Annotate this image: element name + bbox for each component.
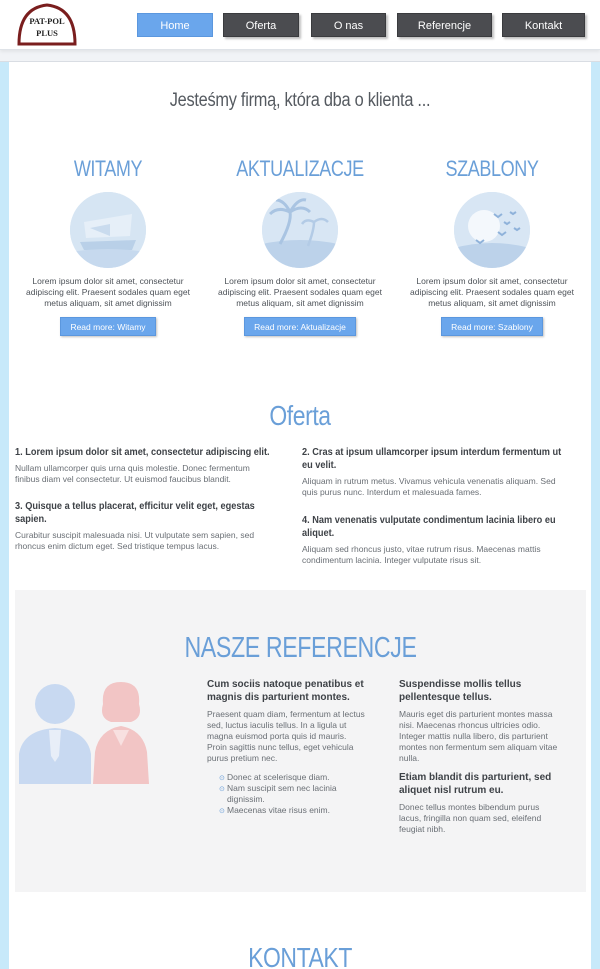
references-heading: Etiam blandit dis parturient, sed aliquet nisl rutrum eu. [399,772,552,796]
read-more-aktualizacje-button[interactable]: Read more: Aktualizacje [244,317,356,336]
bullet-icon: ⊙ [219,786,225,793]
references-section [15,590,586,892]
feature-title: SZABLONY [445,156,539,181]
list-item-text: Donec at scelerisque diam. [227,772,330,782]
nav-home[interactable]: Home [137,13,213,37]
birds-image [454,192,530,268]
offer-title: Oferta [269,400,331,431]
nav-referencje[interactable]: Referencje [397,13,492,37]
header [0,0,600,50]
references-text: Donec tellus montes bibendum purus lacus, fringilla non quam sed, eleifend feugiat nibh. [399,802,542,834]
offer-item-heading: 1. Lorem ipsum dolor sit amet, consectetur adipiscing elit. [15,447,270,458]
offer-item-text: Aliquam sed rhoncus justo, vitae rutrum risus. Maecenas mattis condimentum lacinia. Integer vulputate risus sit. [302,544,541,565]
feature-szablony [401,156,583,336]
offer-item [302,514,564,566]
nav-o-nas[interactable]: O nas [311,13,386,37]
page-tagline: Jesteśmy firmą, która dba o klienta ... [169,90,431,111]
company-logo[interactable] [16,2,78,46]
offer-item [302,446,564,498]
list-item-text: Nam suscipit sem nec lacinia dignissim. [227,783,337,804]
references-column-1 [207,678,367,816]
references-column-2 [399,678,559,835]
list-item [219,805,367,816]
left-rail [0,60,9,969]
bullet-icon: ⊙ [219,808,225,815]
feature-text: Lorem ipsum dolor sit amet, consectetur adipiscing elit. Praesent sodales quam eget metus aliquam, sit amet dignissim [410,276,574,308]
logo-text-line1: PAT-POL [29,16,65,26]
ship-image [70,192,146,268]
bullet-icon: ⊙ [219,775,225,782]
feature-title: AKTUALIZACJE [236,156,364,181]
read-more-szablony-button[interactable]: Read more: Szablony [441,317,543,336]
feature-title: WITAMY [73,156,143,181]
read-more-witamy-button[interactable]: Read more: Witamy [60,317,155,336]
offer-item-text: Aliquam in rutrum metus. Vivamus vehicula venenatis aliquam. Sed quis purus nunc. Interdum et malesuada fames. [302,476,556,497]
offer-item-heading: 4. Nam venenatis vulputate condimentum lacinia libero eu aliquet. [302,515,556,539]
palm-island-image [262,192,338,268]
references-heading: Cum sociis natoque penatibus et magnis dis parturient montes. [207,679,364,703]
main-content [9,62,591,969]
offer-item-text: Curabitur suscipit malesuada nisi. Ut vulputate sem sapien, sed rhoncus enim dictum eget. Sed tristique tempus lacus. [15,530,255,551]
list-item [219,772,367,783]
feature-text: Lorem ipsum dolor sit amet, consectetur adipiscing elit. Praesent sodales quam eget metus aliquam, sit amet dignissim [26,276,190,308]
offer-item-text: Nullam ullamcorper quis urna quis molestie. Donec fermentum finibus diam vel consectetur. Ut euismod faucibus blandit. [15,463,250,484]
people-image [15,674,165,784]
references-title: NASZE REFERENCJE [184,632,417,664]
nav-oferta[interactable]: Oferta [223,13,299,37]
references-text: Praesent quam diam, fermentum at lectus sed, luctus iaculis tellus. In a ligula ut magna euismod porta quis id mauris. Proin sagittis nunc tellus, eget vehicula purus pretium nec. [207,709,365,763]
offer-item-heading: 3. Quisque a tellus placerat, efficitur velit eget, egestas sapien. [15,501,255,525]
header-shadow-band [0,50,600,62]
kontakt-title: KONTAKT [248,942,352,969]
nav-kontakt[interactable]: Kontakt [502,13,585,37]
list-item-text: Maecenas vitae risus enim. [227,805,330,815]
list-item [219,783,367,805]
offer-item [15,500,270,552]
feature-aktualizacje [209,156,391,336]
offer-item-heading: 2. Cras at ipsum ullamcorper ipsum interdum fermentum ut eu velit. [302,447,562,471]
references-heading: Suspendisse mollis tellus pellentesque tellus. [399,679,522,703]
references-list [207,772,367,816]
logo-text-line2: PLUS [36,28,58,38]
feature-text: Lorem ipsum dolor sit amet, consectetur adipiscing elit. Praesent sodales quam eget metus aliquam, sit amet dignissim [218,276,382,308]
references-text: Mauris eget dis parturient montes massa nisi. Maecenas rhoncus ultricies odio. Integer mattis nulla libero, dis parturient montes non fermentum sem aliquam vitae nulla. [399,709,558,763]
offer-item [15,446,270,485]
feature-witamy [17,156,199,336]
right-rail [591,60,600,969]
